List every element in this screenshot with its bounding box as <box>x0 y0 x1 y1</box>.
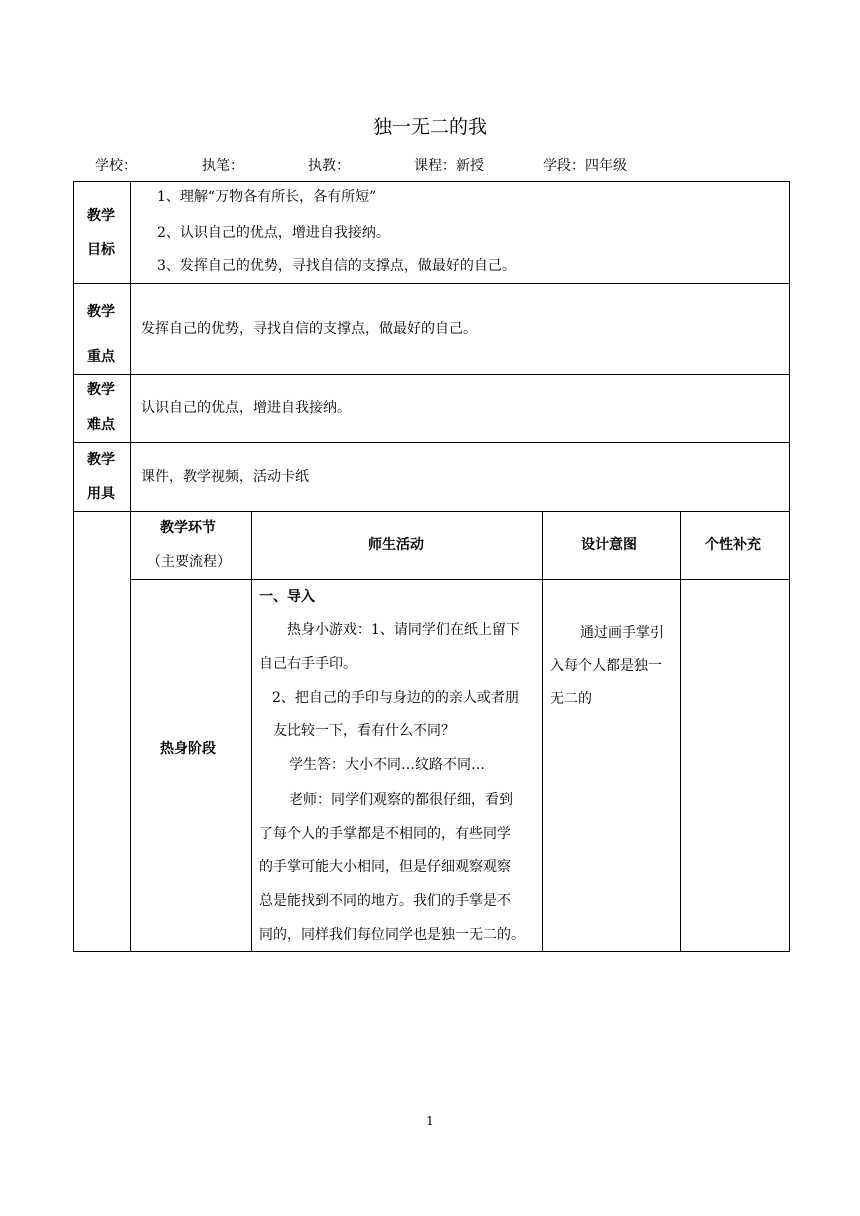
page-number: 1 <box>426 1114 434 1128</box>
difficulties-label-1: 教学 <box>87 382 115 398</box>
warmup-line: 的手掌可能大小相同，但是仔细观察观察 <box>259 859 511 875</box>
goal-item: 1、理解“万物各有所长，各有所短” <box>157 189 377 205</box>
warmup-stage-label: 热身阶段 <box>160 741 216 757</box>
difficulties-label-2: 难点 <box>87 417 115 433</box>
keypoints-label-2: 重点 <box>87 349 115 365</box>
warmup-line: 同的，同样我们每位同学也是独一无二的。 <box>259 927 525 943</box>
table-divider-label <box>130 181 131 952</box>
header-supplement: 个性补充 <box>705 537 761 553</box>
warmup-intent-line: 入每个人都是独一 <box>550 658 662 674</box>
warmup-line: 热身小游戏：1、请同学们在纸上留下 <box>287 622 520 638</box>
warmup-line: 2、把自己的手印与身边的的亲人或者朋 <box>272 690 519 706</box>
table-border-top <box>73 181 790 182</box>
difficulties-text: 认识自己的优点，增进自我接纳。 <box>141 400 351 416</box>
header-intent: 设计意图 <box>581 537 637 553</box>
meta-grade: 学段：四年级 <box>543 158 627 174</box>
table-col-divider <box>680 511 681 952</box>
warmup-line: 老师：同学们观察的都很仔细，看到 <box>289 792 513 808</box>
warmup-line: 总是能找到不同的地方。我们的手掌是不 <box>259 893 511 909</box>
meta-course: 课程：新授 <box>414 158 484 174</box>
table-border-left <box>73 181 74 952</box>
tools-label-1: 教学 <box>87 452 115 468</box>
warmup-line: 友比较一下，看有什么不同？ <box>273 723 455 739</box>
tools-text: 课件，教学视频，活动卡纸 <box>141 469 309 485</box>
keypoints-text: 发挥自己的优势，寻找自信的支撑点，做最好的自己。 <box>141 321 477 337</box>
table-row-divider <box>73 283 790 284</box>
warmup-intent-line: 无二的 <box>550 691 592 707</box>
table-border-right <box>789 181 790 952</box>
warmup-heading: 一、导入 <box>259 589 315 605</box>
table-border-bottom <box>73 951 790 952</box>
keypoints-label-1: 教学 <box>87 304 115 320</box>
warmup-intent-line: 通过画手掌引 <box>580 625 664 641</box>
tools-label-2: 用具 <box>87 486 115 502</box>
header-stage: 教学环节 <box>160 520 216 536</box>
warmup-line: 自己右手手印。 <box>259 656 357 672</box>
table-row-divider <box>130 579 790 580</box>
meta-writer: 执笔： <box>202 158 244 174</box>
goal-item: 2、认识自己的优点，增进自我接纳。 <box>157 225 390 241</box>
meta-teacher: 执教： <box>308 158 350 174</box>
warmup-line: 学生答：大小不同…纹路不同… <box>289 757 485 773</box>
table-row-divider <box>73 511 790 512</box>
table-row-divider <box>73 374 790 375</box>
warmup-line: 了每个人的手掌都是不相同的，有些同学 <box>259 826 511 842</box>
document-title: 独一无二的我 <box>372 116 487 138</box>
meta-school: 学校： <box>95 158 137 174</box>
header-activity: 师生活动 <box>368 537 424 553</box>
goals-label-2: 目标 <box>87 242 115 258</box>
table-col-divider <box>542 511 543 952</box>
table-col-divider <box>251 511 252 952</box>
header-stage-sub: （主要流程） <box>147 554 231 570</box>
goal-item: 3、发挥自己的优势，寻找自信的支撑点，做最好的自己。 <box>157 258 516 274</box>
goals-label-1: 教学 <box>87 208 115 224</box>
table-row-divider <box>73 442 790 443</box>
